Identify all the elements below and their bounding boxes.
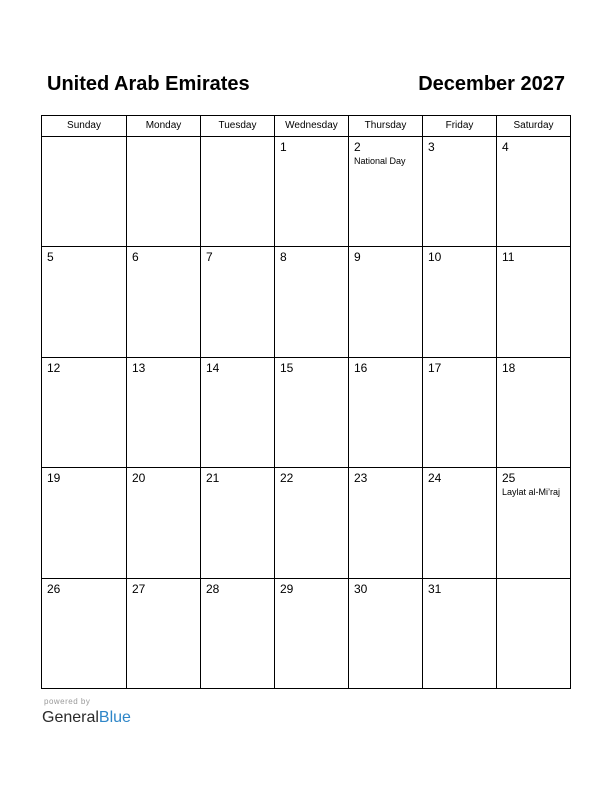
week-row — [42, 137, 570, 247]
day-cell-friday — [423, 358, 497, 467]
weekday-tuesday: Tuesday — [201, 116, 275, 136]
day-cell-tuesday — [201, 137, 275, 246]
day-cell-monday — [127, 137, 201, 246]
day-cell-saturday — [497, 247, 570, 357]
day-number: 3 — [428, 140, 435, 154]
holiday-label: National Day — [354, 156, 406, 166]
brand-logo — [42, 708, 131, 728]
day-cell-friday — [423, 247, 497, 357]
week-row — [42, 579, 570, 688]
day-number: 17 — [428, 361, 442, 375]
weekday-header-row — [42, 116, 570, 137]
day-cell-tuesday — [201, 579, 275, 688]
day-number: 12 — [47, 361, 61, 375]
day-cell-wednesday — [275, 137, 349, 246]
day-cell-thursday — [349, 468, 423, 578]
day-number: 21 — [206, 471, 220, 485]
day-cell-saturday — [497, 468, 570, 578]
day-number: 19 — [47, 471, 61, 485]
powered-by-text: powered by — [44, 697, 91, 706]
day-number: 13 — [132, 361, 146, 375]
day-cell-sunday — [42, 468, 127, 578]
day-number: 23 — [354, 471, 368, 485]
day-cell-monday — [127, 579, 201, 688]
calendar-grid — [41, 115, 571, 689]
month-year-title: December 2027 — [418, 73, 565, 95]
week-row — [42, 358, 570, 468]
day-number: 11 — [502, 250, 515, 264]
day-cell-wednesday — [275, 579, 349, 688]
day-number: 28 — [206, 582, 220, 596]
day-number: 1 — [280, 140, 287, 154]
day-number: 8 — [280, 250, 287, 264]
day-cell-sunday — [42, 247, 127, 357]
day-number: 5 — [47, 250, 54, 264]
day-number: 26 — [47, 582, 61, 596]
day-cell-thursday — [349, 247, 423, 357]
day-number: 7 — [206, 250, 213, 264]
day-cell-thursday — [349, 137, 423, 246]
day-number: 16 — [354, 361, 368, 375]
day-number: 9 — [354, 250, 361, 264]
weekday-thursday: Thursday — [349, 116, 423, 136]
country-title: United Arab Emirates — [47, 73, 250, 95]
week-row — [42, 247, 570, 358]
day-number: 31 — [428, 582, 442, 596]
day-number: 24 — [428, 471, 442, 485]
day-cell-saturday — [497, 358, 570, 467]
day-cell-tuesday — [201, 247, 275, 357]
day-cell-thursday — [349, 579, 423, 688]
day-cell-sunday — [42, 579, 127, 688]
day-number: 22 — [280, 471, 294, 485]
weekday-monday: Monday — [127, 116, 201, 136]
day-cell-tuesday — [201, 468, 275, 578]
day-number: 4 — [502, 140, 509, 154]
day-number: 20 — [132, 471, 146, 485]
day-cell-wednesday — [275, 468, 349, 578]
week-row — [42, 468, 570, 579]
day-number: 27 — [132, 582, 146, 596]
day-number: 10 — [428, 250, 442, 264]
day-cell-friday — [423, 468, 497, 578]
day-number: 6 — [132, 250, 139, 264]
weekday-sunday: Sunday — [42, 116, 127, 136]
day-cell-wednesday — [275, 247, 349, 357]
calendar-header — [47, 72, 567, 98]
day-number: 30 — [354, 582, 368, 596]
day-number: 15 — [280, 361, 294, 375]
day-cell-thursday — [349, 358, 423, 467]
day-number: 14 — [206, 361, 220, 375]
weekday-friday: Friday — [423, 116, 497, 136]
day-cell-friday — [423, 579, 497, 688]
footer-logo — [42, 697, 182, 731]
day-cell-tuesday — [201, 358, 275, 467]
day-cell-sunday — [42, 358, 127, 467]
day-cell-monday — [127, 468, 201, 578]
brand-blue-text: Blue — [98, 709, 131, 726]
day-cell-friday — [423, 137, 497, 246]
weekday-saturday: Saturday — [513, 120, 554, 131]
weekday-wednesday: Wednesday — [275, 116, 349, 136]
day-cell-wednesday — [275, 358, 349, 467]
day-cell-monday — [127, 358, 201, 467]
holiday-label: Laylat al-Mi’raj — [502, 487, 561, 497]
day-number: 25 — [502, 471, 516, 485]
brand-general-text: General — [42, 709, 99, 726]
day-number: 18 — [502, 361, 516, 375]
day-number: 2 — [354, 140, 361, 154]
day-cell-sunday — [42, 137, 127, 246]
day-cell-monday — [127, 247, 201, 357]
day-cell-saturday — [497, 137, 570, 246]
day-cell-saturday — [497, 579, 570, 688]
day-number: 29 — [280, 582, 294, 596]
